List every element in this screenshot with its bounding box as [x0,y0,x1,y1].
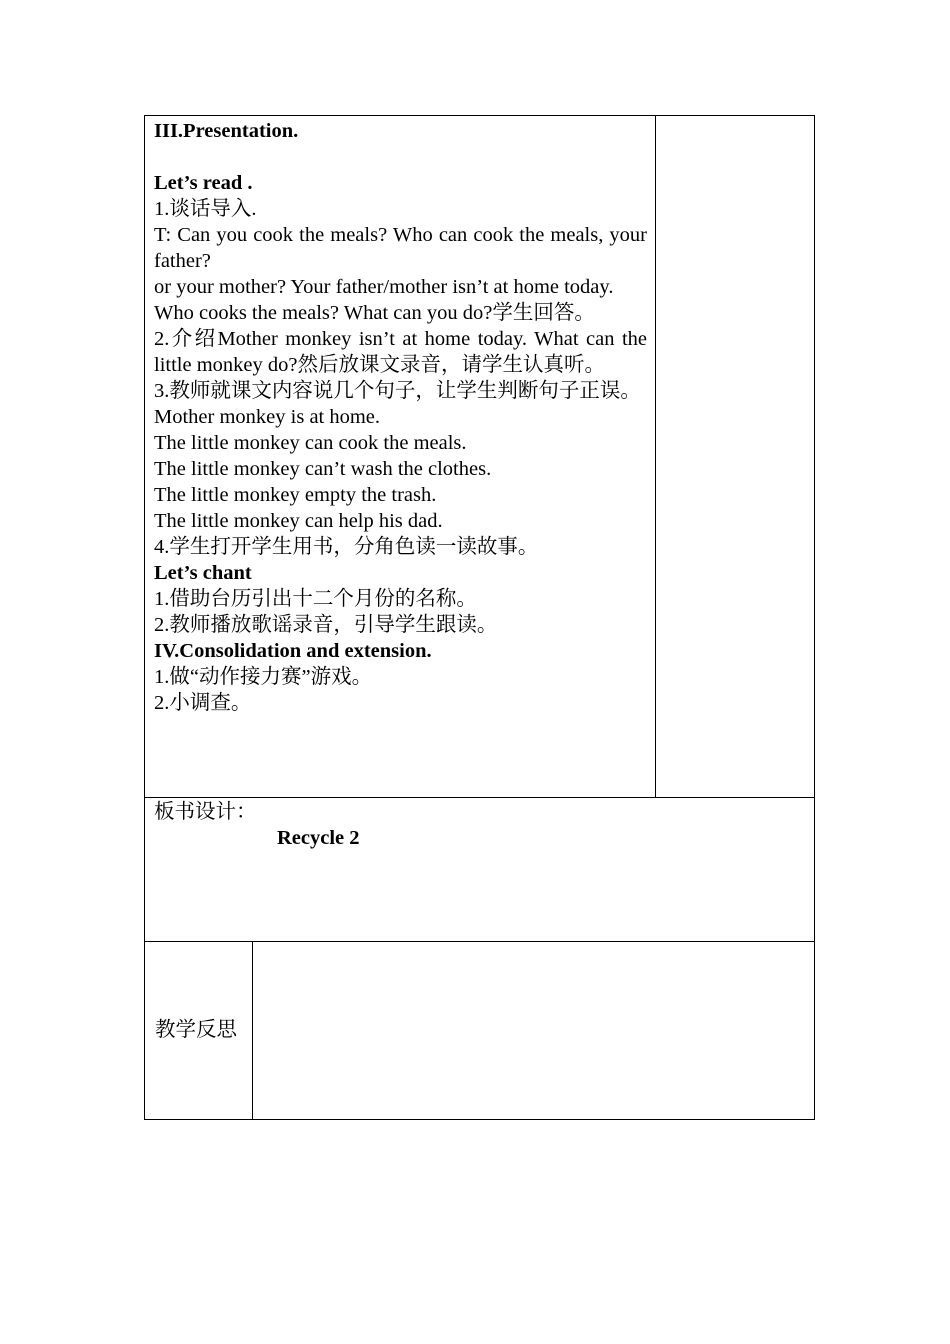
step1-line2: or your mother? Your father/mother isn’t at home today. [154,276,614,298]
board-design-row [145,798,815,942]
step1-intro: 1.谈话导入. [154,198,257,220]
statement-1: Mother monkey is at home. [154,406,381,428]
statement-4: The little monkey empty the trash. [154,484,437,506]
step2-text: 2.介绍Mother monkey isn’t at home today. What can the little monkey do?然后放课文录音，请学生认真听。 [154,328,648,376]
lets-chant-heading: Let’s chant [154,562,252,584]
lets-read-heading: Let’s read . [154,172,253,194]
blank-line [154,144,647,170]
statement-2: The little monkey can cook the meals. [154,432,467,454]
procedure-cell [145,116,656,798]
reflection-content-cell [253,942,815,1120]
step1-teacher-line: T: Can you cook the meals? Who can cook the meals, your father? [154,224,648,272]
consolidation-heading: IV.Consolidation and extension. [154,640,432,662]
consolidation-step2: 2.小调查。 [154,692,252,714]
reflection-label: 教学反思 [155,1019,237,1041]
statement-5: The little monkey can help his dad. [154,510,443,532]
chant-step1: 1.借助台历引出十二个月份的名称。 [154,588,477,610]
reflection-label-cell [145,942,253,1120]
presentation-heading: III.Presentation. [154,120,299,142]
procedure-row [145,116,815,798]
board-design-label: 板书设计： [154,801,257,823]
step4-text: 4.学生打开学生用书，分角色读一读故事。 [154,536,539,558]
board-design-title: Recycle 2 [277,827,360,849]
consolidation-step1: 1.做“动作接力赛”游戏。 [154,666,373,688]
notes-cell [656,116,815,798]
chant-step2: 2.教师播放歌谣录音，引导学生跟读。 [154,614,498,636]
step3-text: 3.教师就课文内容说几个句子，让学生判断句子正误。 [154,380,641,402]
step1-line3: Who cooks the meals? What can you do?学生回答。 [154,302,595,324]
lesson-plan-table [144,115,815,1120]
statement-3: The little monkey can’t wash the clothes. [154,458,492,480]
board-design-cell [145,798,815,942]
reflection-row [145,942,815,1120]
